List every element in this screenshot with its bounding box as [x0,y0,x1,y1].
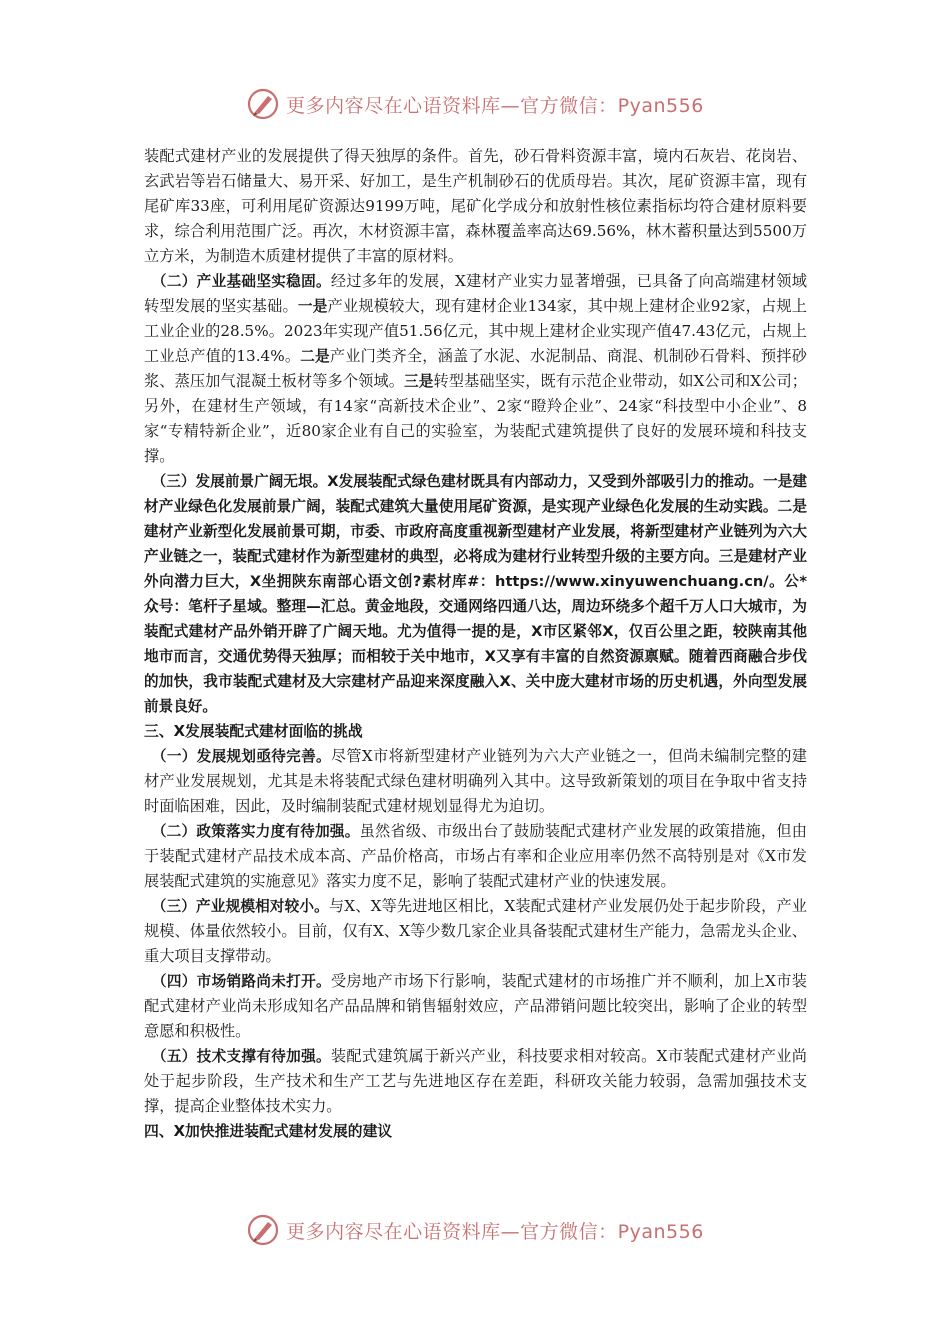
section-heading-suggestions: 四、X加快推进装配式建材发展的建议 [144,1123,393,1140]
banner-text: 更多内容尽在心语资料库—官方微信：Pyan556 [286,94,704,117]
paragraph-industry-base: （二）产业基础坚实稳固。经过多年的发展，X建材产业实力显著增强，已具备了向高端建材领域转型发展的坚实基础。一是产业规模较大，现有建材企业134家，其中规上建材企业92家，占规上工业企业的28.5%。2023年实现产值51.56亿元，其中规上建材企业实现产值47.43亿元，占规上工业总产值的13.4%。二是产业门类齐全，涵盖了水泥、水泥制品、商混、机制砂石骨料、预拌砂浆、蒸压加气混凝土板材等多个领域。三是转型基础坚实，既有示范企业带动，如X公司和X公司；另外，在建材生产领域，有14家“高新技术企业”、2家“瞪羚企业”、24家“科技型中小企业”、8家“专精特新企业”，近80家企业有自己的实验室，为装配式建筑提供了良好的发展环境和科技支撑。 [144,272,807,465]
pen-logo-icon [246,87,280,121]
paragraph-challenge-3: （三）产业规模相对较小。与X、X等先进地区相比，X装配式建材产业发展仍处于起步阶段，产业规模、体量依然较小。目前，仅有X、X等少数几家企业具备装配式建材生产能力，急需龙头企业、重大项目支撑带动。 [144,897,807,965]
banner-text: 更多内容尽在心语资料库—官方微信：Pyan556 [286,1220,704,1243]
header-banner [0,84,950,124]
pen-logo-icon [246,1213,280,1247]
paragraph-challenge-1: （一）发展规划亟待完善。尽管X市将新型建材产业链列为六大产业链之一，但尚未编制完整的建材产业发展规划，尤其是未将装配式绿色建材明确列入其中。这导致新策划的项目在争取中省支持时面临困难，因此，及时编制装配式建材规划显得尤为迫切。 [144,747,807,815]
subheading: （二）产业基础坚实稳固。 [151,273,331,290]
footer-banner [0,1210,950,1250]
paragraph-resources: 装配式建材产业的发展提供了得天独厚的条件。首先，砂石骨料资源丰富，境内石灰岩、花岗岩、玄武岩等岩石储量大、易开采、好加工，是生产机制砂石的优质母岩。其次，尾矿资源丰富，现有尾矿库33座，可利用尾矿资源达9199万吨，尾矿化学成分和放射性核位素指标均符合建材原料要求，综合利用范围广泛。再次，木材资源丰富，森林覆盖率高达69.56%，林木蓄积量达到5500万立方米，为制造木质建材提供了丰富的原材料。 [144,147,807,265]
paragraph-challenge-5: （五）技术支撑有待加强。装配式建筑属于新兴产业，科技要求相对较高。X市装配式建材产业尚处于起步阶段，生产技术和生产工艺与先进地区存在差距，科研攻关能力较弱，急需加强技术支撑，提高企业整体技术实力。 [144,1047,807,1115]
paragraph-challenge-2: （二）政策落实力度有待加强。虽然省级、市级出台了鼓励装配式建材产业发展的政策措施，但由于装配式建材产品技术成本高、产品价格高，市场占有率和企业应用率仍然不高特别是对《X市发展装配式建筑的实施意见》落实力度不足，影响了装配式建材产业的快速发展。 [144,822,807,890]
section-heading-challenges: 三、X发展装配式建材面临的挑战 [144,723,363,740]
document-body [144,144,807,1144]
paragraph-challenge-4: （四）市场销路尚未打开。受房地产市场下行影响，装配式建材的市场推广并不顺利，加上X市装配式建材产业尚未形成知名产品品牌和销售辐射效应，产品滞销问题比较突出，影响了企业的转型意愿和积极性。 [144,972,807,1040]
paragraph-prospects: （三）发展前景广阔无垠。X发展装配式绿色建材既具有内部动力，又受到外部吸引力的推动。一是建材产业绿色化发展前景广阔，装配式建筑大量使用尾矿资源，是实现产业绿色化发展的生动实践。二是建材产业新型化发展前景可期，市委、市政府高度重视新型建材产业发展，将新型建材产业链列为六大产业链之一，装配式建材作为新型建材的典型，必将成为建材行业转型升级的主要方向。三是建材产业外向潜力巨大，X坐拥陕东南部心语文创?素材库#：https://www.xinyuwenchuang.cn/。公*众号：笔杆子星域。整理—汇总。黄金地段，交通网络四通八达，周边环绕多个超千万人口大城市，为装配式建材产品外销开辟了广阔天地。尤为值得一提的是，X市区紧邻X，仅百公里之距，较陕南其他地市而言，交通优势得天独厚；而相较于关中地市，X又享有丰富的自然资源禀赋。随着西商融合步伐的加快，我市装配式建材及大宗建材产品迎来深度融入X、关中庞大建材市场的历史机遇，外向型发展前景良好。 [144,473,807,715]
